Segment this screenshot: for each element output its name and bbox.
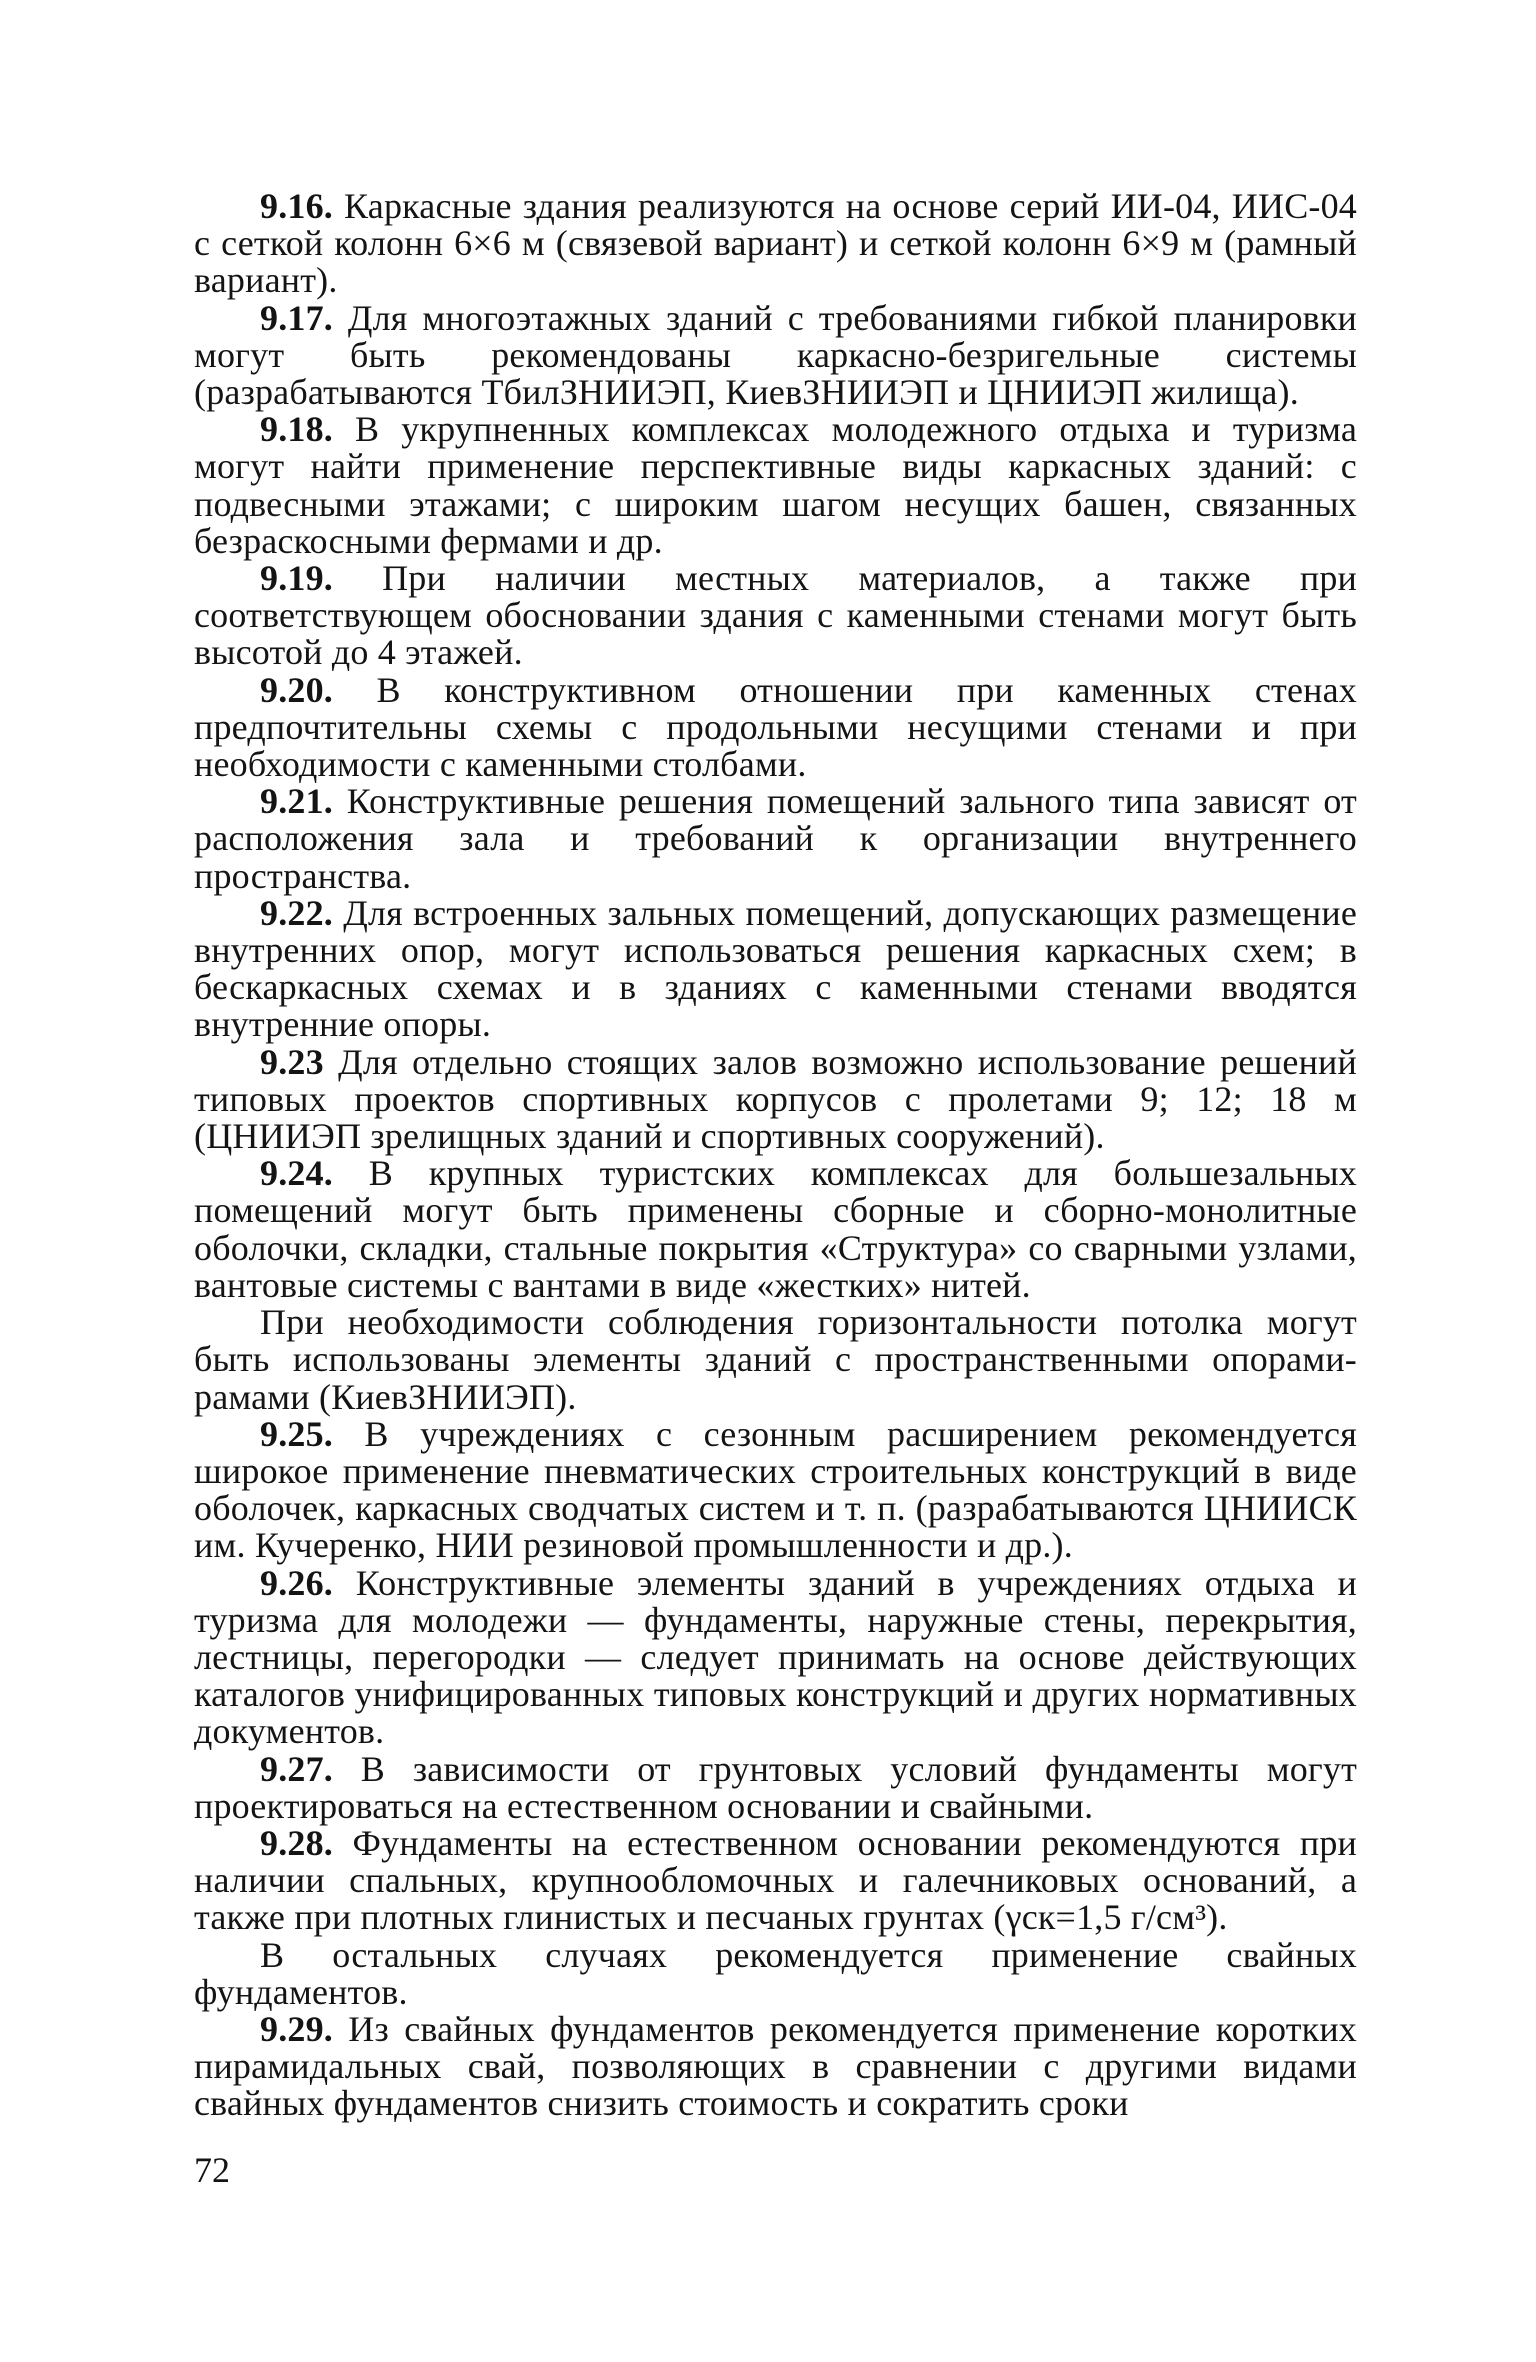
paragraph-text: При необходимости соблюдения горизонтальности потолка могут быть использованы элементы зданий с пространственными опорами-рамами (КиевЗНИИЭП). bbox=[194, 1302, 1357, 1417]
paragraph-9-23 bbox=[194, 1041, 1357, 1157]
paragraph-number: 9.19. bbox=[260, 558, 333, 599]
paragraph-text: Из свайных фундаментов рекомендуется применение коротких пирамидальных свай, позволяющих в сравнении с другими видами свайных фундаментов снизить стоимость и сократить сроки bbox=[194, 2008, 1357, 2124]
paragraph-text: В укрупненных комплексах молодежного отдыха и туризма могут найти применение перспективные виды каркасных зданий: с подвесными этажами; с широким шагом несущих башен, связанных безраскосными фермами и др. bbox=[194, 409, 1357, 561]
paragraph-text: В конструктивном отношении при каменных стенах предпочтительны схемы с продольными несущими стенами и при необходимости с каменными столбами. bbox=[194, 669, 1357, 785]
paragraph-9-25 bbox=[194, 1413, 1357, 1566]
paragraph-9-17 bbox=[194, 297, 1357, 413]
paragraph-number: 9.17. bbox=[260, 297, 333, 338]
paragraph-number: 9.26. bbox=[260, 1562, 333, 1603]
paragraph-9-16 bbox=[194, 188, 1357, 300]
paragraph-9-21 bbox=[194, 783, 1357, 895]
paragraph-9-26 bbox=[194, 1562, 1357, 1752]
paragraph-text: В учреждениях с сезонным расширением рекомендуется широкое применение пневматических строительных конструкций в виде оболочек, каркасных сводчатых систем и т. п. (разрабатываются ЦНИИСК им. Кучеренко, НИИ резиновой промышленности и др.). bbox=[194, 1413, 1357, 1566]
paragraph-9-27 bbox=[194, 1748, 1357, 1826]
paragraph-9-28 bbox=[194, 1822, 1357, 1938]
paragraph-number: 9.27. bbox=[260, 1748, 333, 1789]
paragraph-9-24-continued bbox=[194, 1304, 1357, 1416]
paragraph-text: Каркасные здания реализуются на основе серий ИИ-04, ИИС-04 с сеткой колонн 6×6 м (связевой вариант) и сеткой колонн 6×9 м (рамный вариант). bbox=[194, 186, 1357, 301]
paragraph-number: 9.29. bbox=[260, 2008, 333, 2049]
paragraph-text: В зависимости от грунтовых условий фундаменты могут проектироваться на естественном основании и свайными. bbox=[194, 1748, 1357, 1826]
paragraph-number: 9.23 bbox=[260, 1041, 324, 1082]
paragraph-9-19 bbox=[194, 560, 1357, 672]
paragraph-number: 9.22. bbox=[260, 892, 333, 933]
paragraph-number: 9.21. bbox=[260, 781, 333, 822]
paragraph-number: 9.18. bbox=[260, 409, 333, 450]
paragraph-number: 9.25. bbox=[260, 1413, 333, 1454]
paragraph-text: В крупных туристских комплексах для большезальных помещений могут быть применены сборные и сборно-монолитные оболочки, складки, стальные покрытия «Структура» со сварными узлами, вантовые системы с вантами в виде «жестких» нитей. bbox=[194, 1153, 1357, 1305]
paragraph-text: Конструктивные элементы зданий в учреждениях отдыха и туризма для молодежи — фундаменты, наружные стены, перекрытия, лестницы, перегородки — следует принимать на основе действующих каталогов унифицированных типовых конструкций и других нормативных документов. bbox=[194, 1562, 1357, 1752]
page-body bbox=[194, 188, 1357, 2123]
paragraph-text: Для многоэтажных зданий с требованиями гибкой планировки могут быть рекомендованы каркасно-безригельные системы (разрабатываются ТбилЗНИИЭП, КиевЗНИИЭП и ЦНИИЭП жилища). bbox=[194, 297, 1357, 413]
paragraph-9-20 bbox=[194, 669, 1357, 785]
paragraph-text: В остальных случаях рекомендуется применение свайных фундаментов. bbox=[194, 1934, 1357, 2012]
paragraph-9-18 bbox=[194, 411, 1357, 560]
paragraph-9-28-continued bbox=[194, 1934, 1357, 2012]
page-number: 72 bbox=[194, 2150, 230, 2190]
paragraph-number: 9.16. bbox=[260, 186, 333, 226]
paragraph-number: 9.28. bbox=[260, 1822, 333, 1863]
paragraph-text: Фундаменты на естественном основании рекомендуются при наличии спальных, крупнообломочных и галечниковых оснований, а также при плотных глинистых и песчаных грунтах (γск=1,5 г/см³). bbox=[194, 1822, 1357, 1938]
paragraph-number: 9.20. bbox=[260, 669, 333, 710]
paragraph-text: Для отдельно стоящих залов возможно использование решений типовых проектов спортивных корпусов с пролетами 9; 12; 18 м (ЦНИИЭП зрелищных зданий и спортивных сооружений). bbox=[194, 1041, 1357, 1157]
paragraph-9-22 bbox=[194, 892, 1357, 1045]
paragraph-text: Конструктивные решения помещений зального типа зависят от расположения зала и требований к организации внутреннего пространства. bbox=[194, 781, 1357, 896]
paragraph-9-24 bbox=[194, 1155, 1357, 1304]
paragraph-text: Для встроенных зальных помещений, допускающих размещение внутренних опор, могут использоваться решения каркасных схем; в бескаркасных схемах и в зданиях с каменными стенами вводятся внутренние опоры. bbox=[194, 892, 1357, 1045]
paragraph-number: 9.24. bbox=[260, 1153, 333, 1194]
paragraph-9-29 bbox=[194, 2008, 1357, 2124]
paragraph-text: При наличии местных материалов, а также при соответствующем обосновании здания с каменными стенами могут быть высотой до 4 этажей. bbox=[194, 558, 1357, 673]
